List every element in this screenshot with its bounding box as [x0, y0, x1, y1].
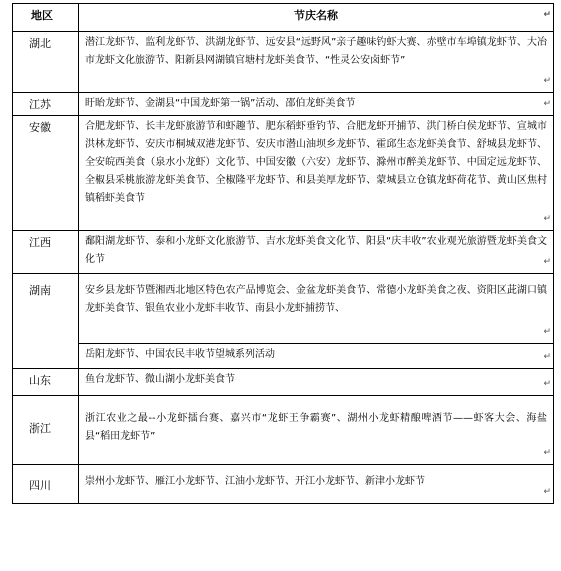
table-header-row: [13, 4, 554, 32]
festival-names-text: 安乡县龙虾节暨湘西北地区特色农产品博览会、金盆龙虾美食节、常德小龙虾美食之夜、资阳区茈湖口镇龙虾美食节、银鱼农业小龙虾丰收节、南县小龙虾捕捞节、: [85, 285, 547, 314]
paragraph-mark: ↵: [543, 76, 551, 86]
festival-names-text: 岳阳龙虾节、中国农民丰收节望城系列活动: [85, 349, 275, 360]
region-label: 浙江: [29, 422, 51, 435]
festival-names-text: 鱼台龙虾节、微山湖小龙虾美食节: [85, 374, 235, 385]
table-row: [13, 344, 554, 369]
header-names: [79, 4, 554, 32]
region-cell: [13, 93, 79, 116]
paragraph-mark: ↵: [543, 487, 551, 497]
region-cell: [13, 369, 79, 396]
festival-names-cell: [79, 32, 554, 93]
festival-names-cell: [79, 274, 554, 344]
region-label: 江西: [29, 236, 51, 249]
paragraph-mark: ↵: [543, 327, 551, 337]
festival-names-cell: [79, 465, 554, 504]
paragraph-mark: ↵: [543, 214, 551, 224]
paragraph-mark: ↵: [543, 10, 551, 20]
festival-names-cell: [79, 344, 554, 369]
region-label: 湖北: [29, 37, 51, 50]
table-row: [13, 231, 554, 274]
paragraph-mark: ↵: [543, 448, 551, 458]
table-row: [13, 116, 554, 231]
festival-names-cell: [79, 369, 554, 396]
festival-names-cell: [79, 231, 554, 274]
festival-names-text: 合肥龙虾节、长丰龙虾旅游节和虾趣节、肥东稻虾垂钓节、合肥龙虾开捕节、洪门桥白侯龙虾节、宣城市洪林龙虾节、安庆市桐城双港龙虾节、安庆市潜山油坝乡龙虾节、霍邱生态龙虾美食节、舒城县龙虾节、全安皖西美食（泉水小龙虾）文化节、中国安徽（六安）龙虾节、滁州市醉美龙虾节、中国定远龙虾节、全椒县采桃旅游龙虾美食节、全椒隆平龙虾节、和县美厚龙虾节、蒙城县立仓镇龙虾荷花节、黄山区焦村镇稻虾美食节: [85, 121, 547, 204]
region-cell: [13, 231, 79, 274]
festival-names-cell: [79, 116, 554, 231]
festival-names-cell: [79, 93, 554, 116]
table-row: [13, 32, 554, 93]
region-cell: [13, 32, 79, 93]
festival-names-cell: [79, 396, 554, 465]
table-row: [13, 369, 554, 396]
header-region: [13, 4, 79, 32]
table-row: [13, 93, 554, 116]
festival-names-text: 崇州小龙虾节、雁江小龙虾节、江油小龙虾节、开江小龙虾节、新津小龙虾节: [85, 476, 425, 487]
region-cell: [13, 465, 79, 504]
paragraph-mark: ↵: [543, 379, 551, 389]
festival-table: [12, 3, 554, 504]
region-label: 山东: [29, 374, 51, 387]
header-names-label: 节庆名称: [294, 9, 338, 22]
region-label: 四川: [29, 479, 51, 492]
header-region-label: 地区: [31, 9, 53, 22]
region-cell: [13, 274, 79, 369]
region-cell: [13, 396, 79, 465]
festival-names-text: 鄱阳湖龙虾节、泰和小龙虾文化旅游节、吉水龙虾美食文化节、阳县“庆丰收”农业观光旅游暨龙虾美食文化节: [85, 236, 547, 265]
paragraph-mark: ↵: [543, 99, 551, 109]
table-row: [13, 465, 554, 504]
paragraph-mark: ↵: [543, 257, 551, 267]
region-label: 湖南: [29, 284, 51, 297]
festival-names-text: 潜江龙虾节、监利龙虾节、洪湖龙虾节、远安县“远野风”亲子趣味钓虾大赛、赤壁市车埠镇龙虾节、大冶市龙虾文化旅游节、阳新县网湖镇官塘村龙虾美食节、“性灵公安卤虾节”: [85, 37, 547, 66]
festival-names-text: 浙江农业之最--小龙虾擂台赛、嘉兴市“龙虾王争霸赛”、湖州小龙虾精酿啤酒节——虾客大会、海盐县“稻田龙虾节”: [85, 413, 547, 442]
festival-names-text: 盱眙龙虾节、金湖县“中国龙虾第一锅”活动、邵伯龙虾美食节: [85, 98, 356, 109]
table-row: [13, 274, 554, 344]
region-label: 安徽: [29, 121, 51, 134]
table-row: [13, 396, 554, 465]
region-cell: [13, 116, 79, 231]
region-label: 江苏: [29, 98, 51, 111]
paragraph-mark: ↵: [543, 352, 551, 362]
